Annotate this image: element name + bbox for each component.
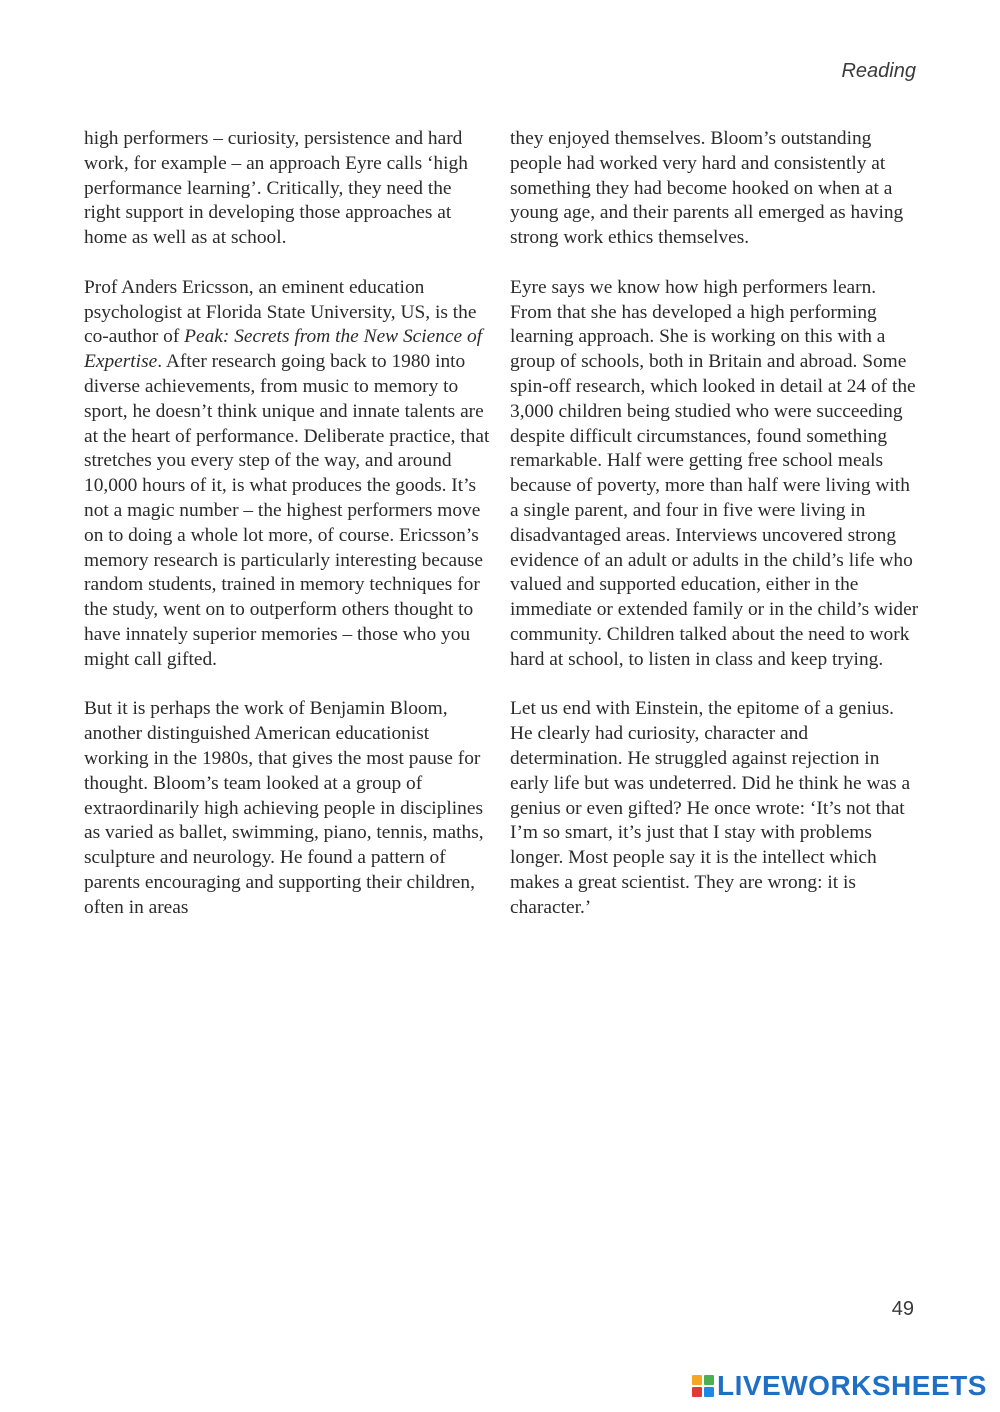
watermark-text: LIVEWORKSHEETS [717, 1370, 987, 1401]
paragraph-left-3: But it is perhaps the work of Benjamin Bloom, another distinguished American educationist working in the 1980s, that gives the most pause for thought. Bloom’s team looked at a group of extraordinarily high achieving people in disciplines as varied as ballet, swimming, piano, tennis, maths, sculpture and neurology. He found a pattern of parents encouraging and supporting their children, often in areas [84, 698, 484, 918]
liveworksheets-watermark [692, 1372, 987, 1400]
paragraph-left-2-body: . After research going back to 1980 into diverse achievements, from music to memory to sport, he doesn’t think unique and innate talents are at the heart of performance. Deliberate practice, that stretches you every step of the way, and around 10,000 hours of it, is what produces the goods. It’s not a magic number – the highest performers move on to doing a whole lot more, of course. Ericsson’s memory research is particularly interesting because random students, trained in memory techniques for the study, went on to outperform others thought to have innately superior memories – those who you might call gifted. [84, 351, 490, 670]
running-head: Reading [841, 60, 916, 82]
page-number: 49 [891, 1298, 914, 1320]
paragraph-right-1: they enjoyed themselves. Bloom’s outstanding people had worked very hard and consistently at something they had become hooked on when at a young age, and their parents all emerged as having strong work ethics themselves. [510, 128, 904, 249]
paragraph-right-3: Let us end with Einstein, the epitome of a genius. He clearly had curiosity, character and determination. He struggled against rejection in early life but was undeterred. Did he think he was a genius or even gifted? He once wrote: ‘It’s not that I’m so smart, it’s just that I stay with problems longer. Most people say it is the intellect which makes a great scientist. They are wrong: it is character.’ [510, 698, 911, 918]
paragraph-left-2 [84, 276, 490, 673]
left-column [84, 127, 490, 945]
right-column [510, 127, 920, 945]
paragraph-right-2: Eyre says we know how high performers learn. From that she has developed a high performing learning approach. She is working on this with a group of schools, both in Britain and abroad. Some spin-off research, which looked in detail at 24 of the 3,000 children being studied who were succeeding despite difficult circumstances, found something remarkable. Half were getting free school meals because of poverty, more than half were living with a single parent, and four in five were living in disadvantaged areas. Interviews uncovered strong evidence of an adult or adults in the child’s life who valued and supported education, either in the immediate or extended family or in the child’s wider community. Children talked about the need to work hard at school, to listen in class and keep trying. [510, 276, 919, 670]
book-title: Peak: Secrets from the New Science of Expertise [84, 326, 483, 373]
paragraph-left-1: high performers – curiosity, persistence and hard work, for example – an approach Eyre calls ‘high performance learning’. Critically, they need the right support in developing those approaches at home as well as at school. [84, 128, 468, 249]
paragraph-left-2-intro: Prof Anders Ericsson, an eminent education psychologist at Florida State University, US, is the co-author of [84, 276, 477, 348]
liveworksheets-logo-icon [692, 1375, 714, 1397]
